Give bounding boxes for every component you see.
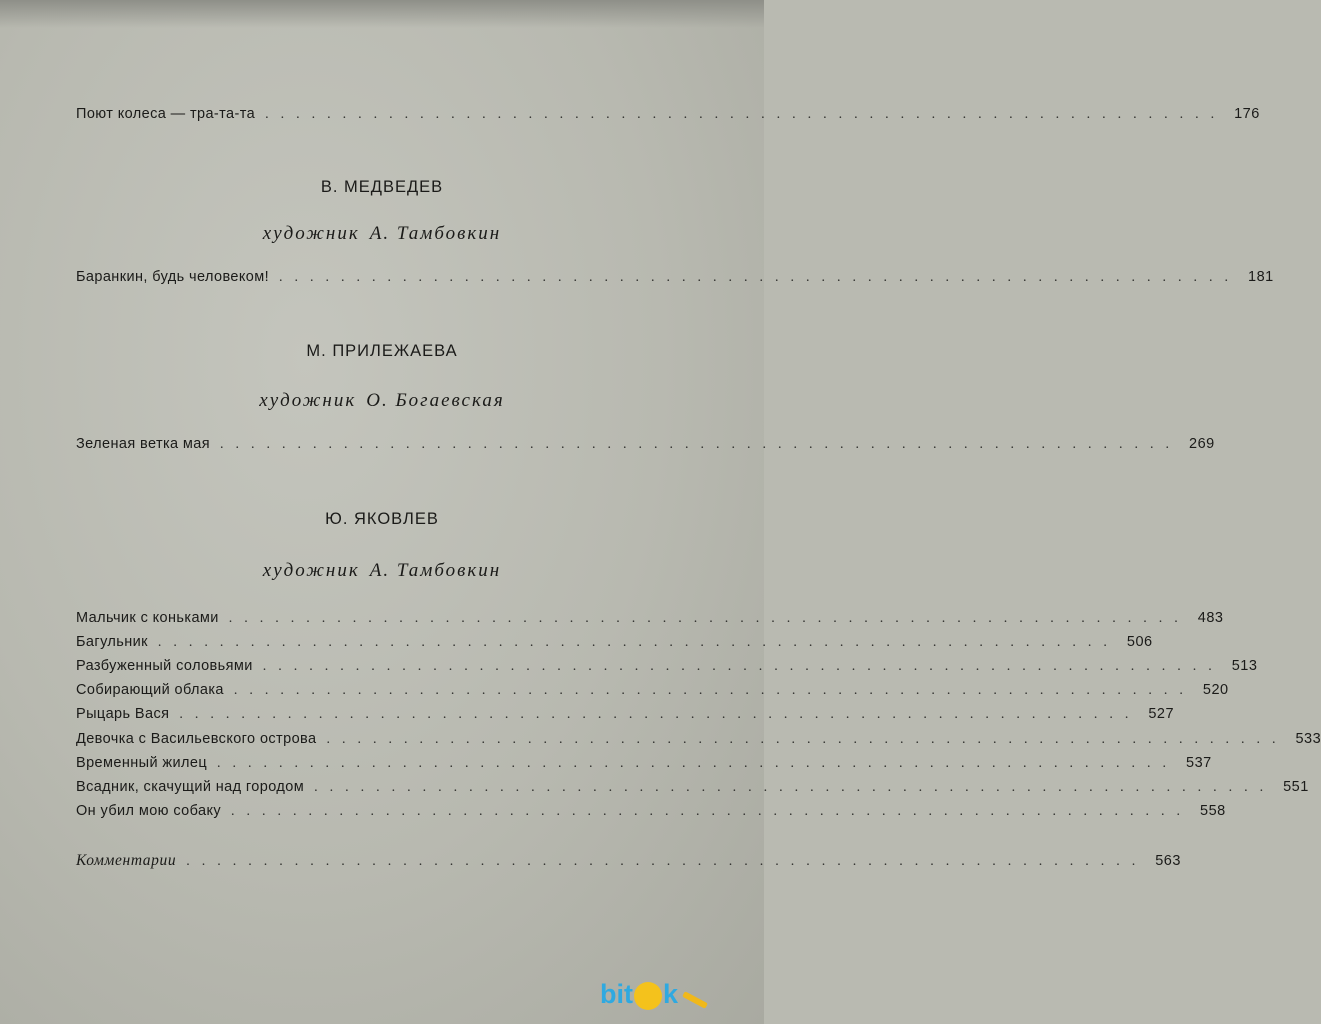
toc-entry [76,731,1321,755]
entry-title: Рыцарь Вася [76,706,170,722]
toc-entry [76,634,1153,658]
entry-title: Временный жилец [76,755,208,771]
leader-dots: .............................................................. [217,756,1179,771]
entry-title: Всадник, скачущий над городом [76,779,305,795]
section-artist: художник А. Тамбовкин [262,560,502,581]
leader-dots: .............................................................. [279,270,1241,285]
toc-entry [76,755,1212,779]
leader-dots: .............................................................. [220,437,1182,452]
toc-entry [76,610,1224,634]
leader-dots: .............................................................. [157,635,1119,650]
entry-page: 506 [1126,634,1153,650]
entry-title: Девочка с Васильевского острова [76,731,317,747]
toc-entry [76,706,1175,730]
section-artist: художник А. Тамбовкин [262,223,502,244]
section-author: М. ПРИЛЕЖАЕВА [306,342,458,360]
page-top-shadow [0,0,764,28]
entry-title: Мальчик с коньками [76,610,219,626]
toc-entry [76,269,1274,293]
entry-page: 181 [1248,269,1274,285]
entry-page: 527 [1148,706,1175,722]
entry-title: Поют колеса — тра-та-та [76,106,256,122]
leader-dots: .............................................................. [228,611,1190,626]
leader-dots: .............................................................. [262,659,1224,674]
leader-dots: .............................................................. [186,854,1148,869]
entry-page: 537 [1186,755,1212,771]
toc-entry [76,682,1229,706]
toc-entry [76,436,1215,460]
watermark-logo: bit k [600,974,750,1014]
entry-title: Собирающий облака [76,682,224,698]
section-author: В. МЕДВЕДЕВ [320,178,444,196]
leader-dots: .............................................................. [179,707,1141,722]
entry-title: Баранкин, будь человеком! [76,269,270,285]
entry-title: Багульник [76,634,148,650]
entry-page: 533 [1295,731,1321,747]
hammer-icon [682,991,708,1009]
leader-dots: .............................................................. [265,107,1227,122]
entry-page: 269 [1189,436,1215,452]
toc-entry [76,803,1226,827]
entry-page: 563 [1155,853,1181,869]
leader-dots: .............................................................. [233,683,1195,698]
section-author: Ю. ЯКОВЛЕВ [325,510,439,528]
entry-page: 520 [1202,682,1229,698]
toc-entry [76,852,1181,876]
toc-entry [76,106,1260,130]
entry-page: 483 [1197,610,1224,626]
entry-title: Он убил мою собаку [76,803,222,819]
leader-dots: .............................................................. [314,780,1276,795]
entry-page: 551 [1283,779,1309,795]
entry-page: 176 [1234,106,1260,122]
leader-dots: .............................................................. [326,732,1288,747]
leader-dots: .............................................................. [231,804,1193,819]
watermark-o-icon [634,982,662,1010]
entry-page: 558 [1200,803,1226,819]
section-artist: художник О. Богаевская [259,390,505,411]
entry-title: Зеленая ветка мая [76,436,211,452]
toc-entry [76,779,1309,803]
entry-title: Разбуженный соловьями [76,658,253,674]
entry-page: 513 [1231,658,1258,674]
toc-entry [76,658,1258,682]
entry-title: Комментарии [76,852,177,869]
